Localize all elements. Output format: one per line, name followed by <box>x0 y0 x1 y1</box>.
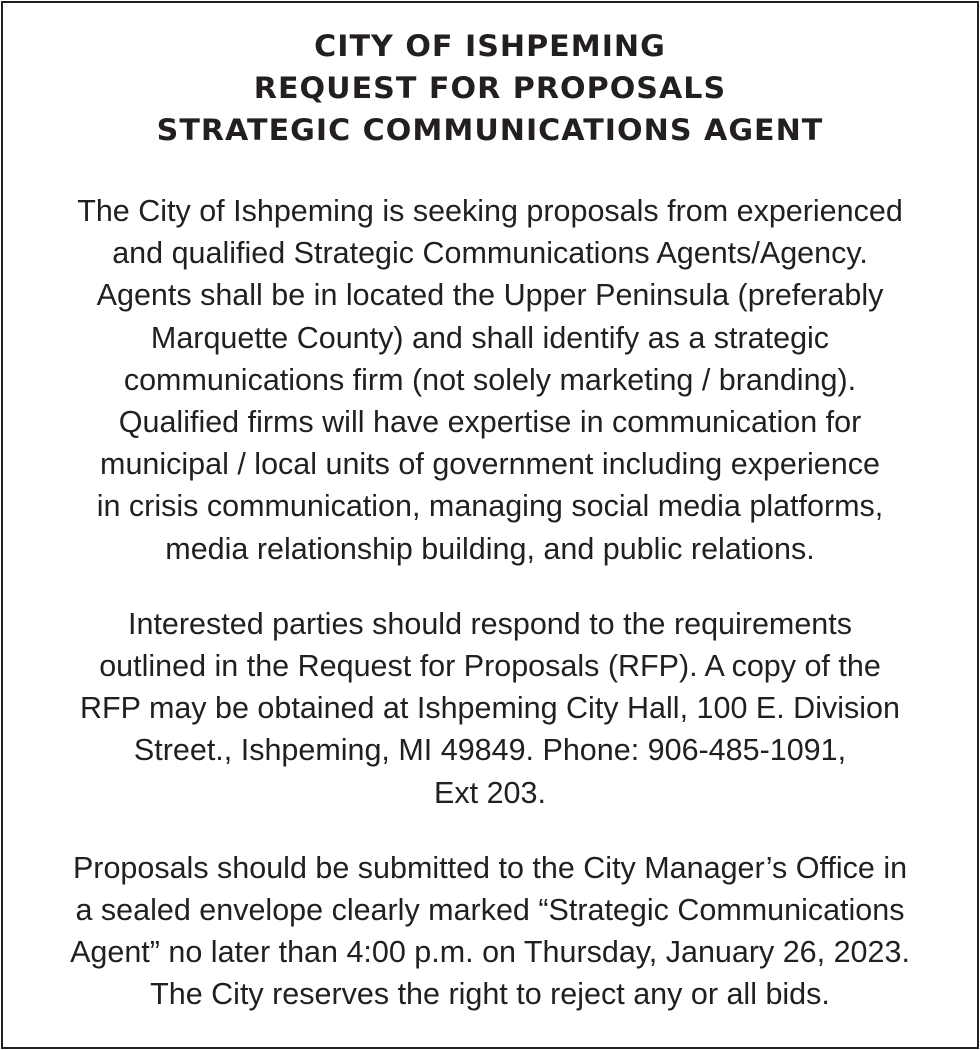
heading-rfp: REQUEST FOR PROPOSALS <box>253 71 727 105</box>
paragraph-contact <box>3 603 977 814</box>
text-line: communications firm (not solely marketing / branding). <box>123 362 857 397</box>
text-line: Agent” no later than 4:00 p.m. on Thursday, January 26, 2023. <box>70 935 910 970</box>
text-line: Ext 203. <box>434 775 546 810</box>
text-line: Proposals should be submitted to the City Manager’s Office in <box>72 850 908 885</box>
text-line: Agents shall be in located the Upper Peninsula (preferably <box>96 278 884 313</box>
legal-notice <box>1 1 979 1049</box>
text-line: The City reserves the right to reject any or all bids. <box>150 977 830 1012</box>
paragraph-submission <box>3 847 977 1016</box>
text-line: Qualified firms will have expertise in communication for <box>118 405 862 440</box>
text-line: Marquette County) and shall identify as a strategic <box>150 320 830 355</box>
heading-city: CITY OF ISHPEMING <box>314 29 666 63</box>
text-line: The City of Ishpeming is seeking proposals from experienced <box>77 194 903 228</box>
text-line: in crisis communication, managing social media platforms, <box>96 489 884 524</box>
heading-position: STRATEGIC COMMUNICATIONS AGENT <box>156 113 824 147</box>
paragraph-overview <box>3 190 977 570</box>
text-line: Interested parties should respond to the requirements <box>128 606 852 641</box>
text-line: outlined in the Request for Proposals (RFP). A copy of the <box>99 649 881 684</box>
notice-headings <box>3 25 977 151</box>
text-line: and qualified Strategic Communications Agents/Agency. <box>112 236 868 271</box>
text-line: media relationship building, and public relations. <box>165 531 815 566</box>
text-line: municipal / local units of government including experience <box>100 447 880 482</box>
text-line: a sealed envelope clearly marked “Strategic Communications <box>75 893 905 928</box>
text-line: RFP may be obtained at Ishpeming City Hall, 100 E. Division <box>80 691 900 726</box>
text-line: Street., Ishpeming, MI 49849. Phone: 906-485-1091, <box>133 733 847 768</box>
